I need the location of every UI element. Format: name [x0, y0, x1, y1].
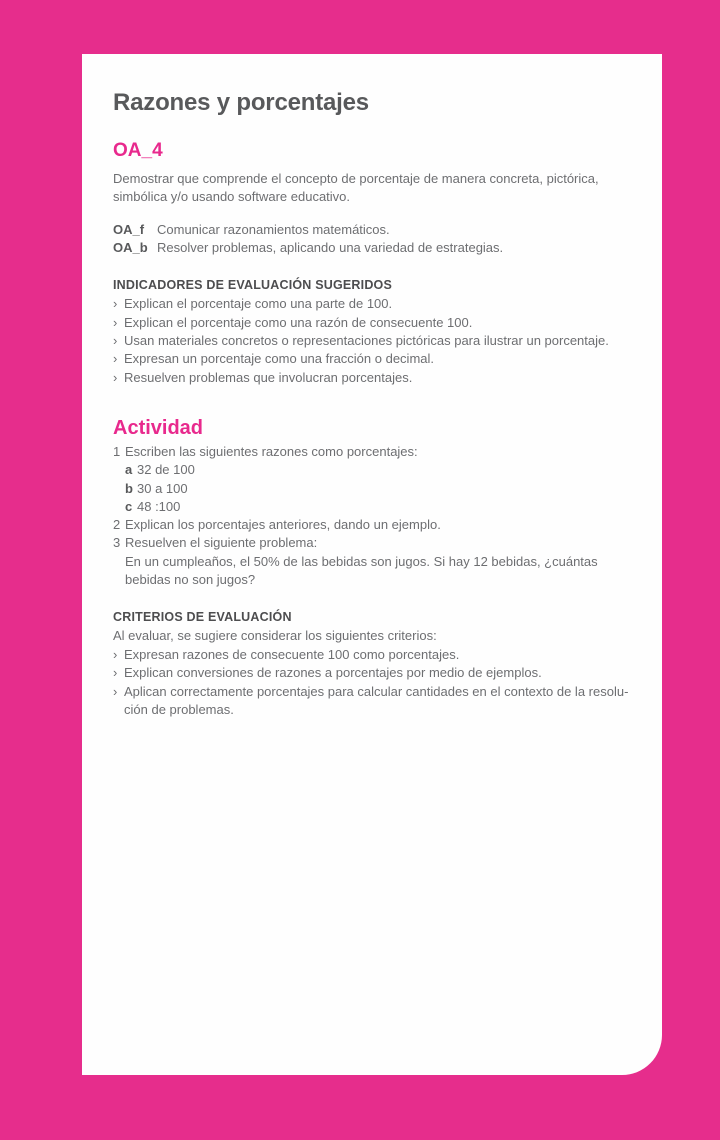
activity-sublist	[125, 461, 631, 516]
indicators-list	[113, 295, 631, 386]
list-item	[113, 646, 631, 664]
list-item	[113, 664, 631, 682]
subitem-text: 30 a 100	[137, 480, 188, 496]
activity-subitem	[125, 461, 631, 479]
criteria-text: Aplican correctamente porcentajes para calcular cantidades en el contexto de la resolución de problemas.	[124, 683, 629, 717]
bullet-marker: ›	[113, 296, 118, 312]
activity-subitem	[125, 498, 631, 516]
activity-item-number: 3	[113, 535, 121, 551]
criteria-list	[113, 646, 631, 719]
list-item	[113, 369, 631, 387]
oa-skill-row	[113, 239, 631, 257]
indicators-heading: INDICADORES DE EVALUACIÓN SUGERIDOS	[113, 278, 393, 293]
subitem-letter: a	[125, 462, 133, 478]
oa-skill-row	[113, 221, 631, 239]
oa-skill-text: Resolver problemas, aplicando una variedad de estrategias.	[157, 239, 504, 255]
activity-subitem	[125, 480, 631, 498]
subitem-text: 32 de 100	[137, 462, 195, 478]
subitem-text: 48 :100	[137, 498, 181, 514]
bullet-marker: ›	[113, 369, 118, 385]
document-card	[82, 54, 662, 1075]
list-item	[113, 683, 631, 720]
activity-item-text: Escriben las siguientes razones como porcentajes:	[125, 443, 418, 459]
page-title: Razones y porcentajes	[113, 89, 369, 116]
criteria-intro: Al evaluar, se sugiere considerar los siguientes criterios:	[113, 627, 437, 643]
bullet-marker: ›	[113, 683, 118, 699]
oa-description: Demostrar que comprende el concepto de porcentaje de manera concreta, pictórica, simbólica y/o usando software educativo.	[113, 171, 599, 205]
subitem-letter: b	[125, 480, 133, 496]
oa-skill-list	[113, 221, 631, 258]
criteria-heading: CRITERIOS DE EVALUACIÓN	[113, 610, 292, 625]
activity-item	[113, 516, 631, 534]
activity-item-text: Resuelven el siguiente problema:	[125, 535, 318, 551]
bullet-marker: ›	[113, 314, 118, 330]
criteria-text: Explican conversiones de razones a porcentajes por medio de ejemplos.	[124, 665, 542, 681]
oa-heading: OA_4	[113, 140, 163, 161]
list-item	[113, 350, 631, 368]
criteria-text: Expresan razones de consecuente 100 como porcentajes.	[124, 646, 460, 662]
activity-heading: Actividad	[113, 416, 204, 439]
indicator-text: Explican el porcentaje como una parte de 100.	[124, 296, 393, 312]
activity-item-text: Explican los porcentajes anteriores, dando un ejemplo.	[125, 517, 441, 533]
list-item	[113, 332, 631, 350]
list-item	[113, 295, 631, 313]
activity-list	[113, 443, 631, 589]
list-item	[113, 314, 631, 332]
activity-item	[113, 443, 631, 461]
bullet-marker: ›	[113, 665, 118, 681]
bullet-marker: ›	[113, 646, 118, 662]
oa-skill-code: OA_f	[113, 221, 145, 237]
activity-item-number: 2	[113, 517, 121, 533]
bullet-marker: ›	[113, 351, 118, 367]
bullet-marker: ›	[113, 333, 118, 349]
activity-problem-text: En un cumpleaños, el 50% de las bebidas son jugos. Si hay 12 bebidas, ¿cuántas bebidas no son jugos?	[125, 553, 598, 588]
activity-item	[113, 534, 631, 552]
indicator-text: Expresan un porcentaje como una fracción o decimal.	[124, 351, 435, 367]
indicator-text: Resuelven problemas que involucran porcentajes.	[124, 369, 413, 385]
indicator-text: Explican el porcentaje como una razón de consecuente 100.	[124, 314, 473, 330]
activity-item-number: 1	[113, 443, 121, 459]
indicator-text: Usan materiales concretos o representaciones pictóricas para ilustrar un porcentaje.	[124, 333, 609, 349]
subitem-letter: c	[125, 498, 133, 514]
oa-skill-text: Comunicar razonamientos matemáticos.	[157, 221, 390, 237]
oa-skill-code: OA_b	[113, 239, 148, 255]
